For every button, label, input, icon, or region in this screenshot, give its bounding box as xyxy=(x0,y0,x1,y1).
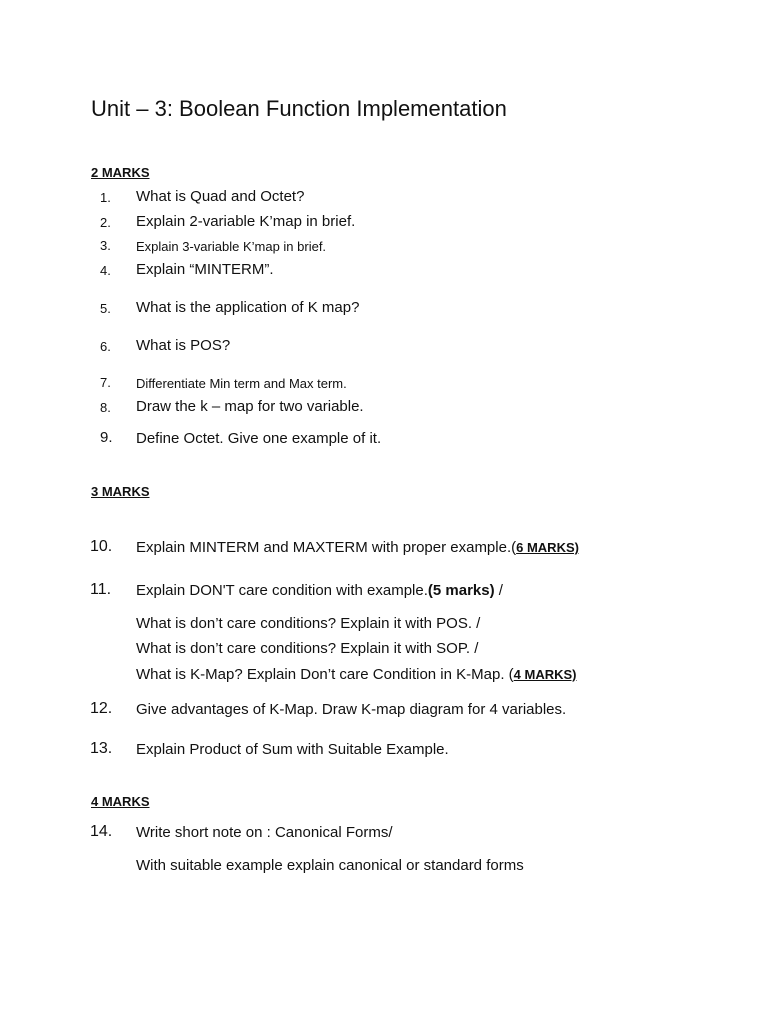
marks-tag: (5 marks) xyxy=(427,582,495,599)
q-number: 7. xyxy=(100,375,111,390)
q-number: 2. xyxy=(100,215,111,230)
question-body: What is K-Map? Explain Don’t care Condition in K-Map. ( xyxy=(136,666,514,683)
question-alt-text: What is don’t care conditions? Explain it with POS. / xyxy=(136,615,481,632)
q-number: 3. xyxy=(100,238,111,253)
q-number: 4. xyxy=(100,263,111,278)
question-text: Define Octet. Give one example of it. xyxy=(136,430,382,447)
question-suffix: / xyxy=(494,582,503,599)
question-text xyxy=(136,581,503,601)
question-text: What is the application of K map? xyxy=(136,299,360,316)
section-4-marks: 4 MARKS xyxy=(91,794,150,809)
q-number: 8. xyxy=(100,400,111,415)
q-number: 12. xyxy=(90,700,113,717)
question-text: What is POS? xyxy=(136,337,231,354)
question-alt-text: With suitable example explain canonical or standard forms xyxy=(136,857,524,874)
question-text: Explain “MINTERM”. xyxy=(136,261,274,278)
question-alt-text: What is don’t care conditions? Explain it with SOP. / xyxy=(136,640,479,657)
q-number: 9. xyxy=(100,429,113,446)
question-text: Explain Product of Sum with Suitable Example. xyxy=(136,741,449,758)
q-number: 13. xyxy=(90,740,113,757)
page-title: Unit – 3: Boolean Function Implementation xyxy=(91,96,507,121)
question-body: Explain MINTERM and MAXTERM with proper example.( xyxy=(136,539,517,556)
q-number: 5. xyxy=(100,301,111,316)
question-text: Explain 3-variable K’map in brief. xyxy=(136,239,327,254)
question-text: What is Quad and Octet? xyxy=(136,188,305,205)
q-number: 14. xyxy=(90,823,113,840)
q-number: 11. xyxy=(90,581,112,598)
question-text: Differentiate Min term and Max term. xyxy=(136,376,347,391)
question-text: Explain 2-variable K’map in brief. xyxy=(136,213,356,230)
section-3-marks: 3 MARKS xyxy=(91,484,150,499)
marks-tag: 4 MARKS) xyxy=(513,667,577,682)
question-text xyxy=(136,538,579,558)
question-alt-text xyxy=(136,665,577,685)
q-number: 10. xyxy=(90,538,113,555)
q-number: 1. xyxy=(100,190,111,205)
marks-tag: 6 MARKS) xyxy=(516,540,579,555)
question-body: Explain DON'T care condition with example. xyxy=(136,582,428,599)
question-text: Give advantages of K-Map. Draw K-map diagram for 4 variables. xyxy=(136,701,567,718)
q-number: 6. xyxy=(100,339,111,354)
question-text: Write short note on : Canonical Forms/ xyxy=(136,824,393,841)
question-text: Draw the k – map for two variable. xyxy=(136,398,364,415)
section-2-marks: 2 MARKS xyxy=(91,165,150,180)
